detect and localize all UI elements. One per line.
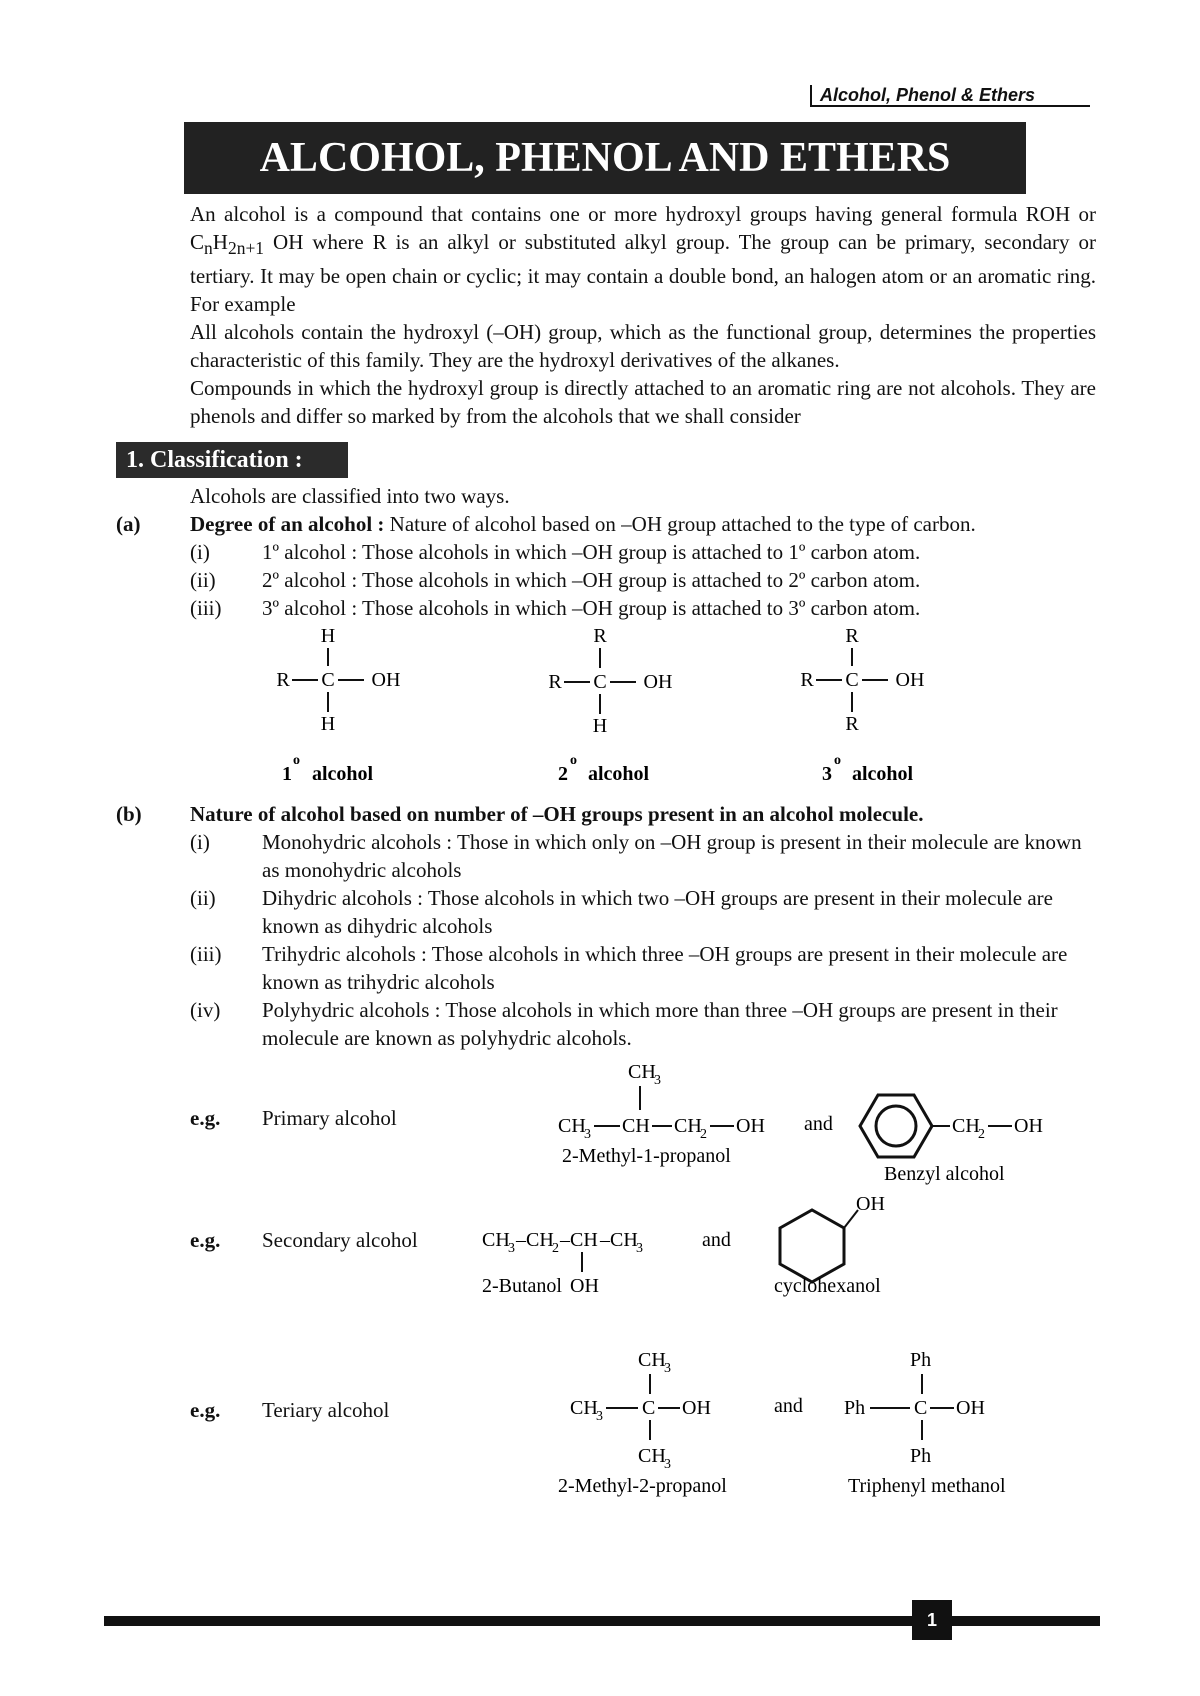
item-num-b1: (i): [190, 830, 210, 854]
item-text-b1: Monohydric alcohols : Those in which only on –OH group is present in their molecule are known as monohydric alcohols: [262, 830, 1082, 882]
intro-p1-c: OH where R is an alkyl or substituted alkyl group. The group can be primary, secondary or tertiary. It may be open chain or cyclic; it may contain a double bond, an halogen atom or an aromatic ring. For example: [190, 230, 1096, 317]
marker-b: (b): [116, 802, 142, 826]
svg-text:C: C: [914, 1397, 928, 1419]
svg-text:CH: CH: [952, 1115, 980, 1137]
item-text-b2: Dihydric alcohols : Those alcohols in which two –OH groups are present in their molecule are known as dihydric alcohols: [262, 886, 1053, 938]
svg-text:OH: OH: [736, 1115, 765, 1137]
svg-text:C: C: [642, 1397, 656, 1419]
degree-heading-bold: Degree of an alcohol :: [190, 512, 385, 536]
struct2-center: C: [593, 671, 607, 693]
item-text-b4: Polyhydric alcohols : Those alcohols in which more than three –OH groups are present in their molecule are known as polyhydric alcohols.: [262, 998, 1058, 1050]
structure-primary: [276, 625, 400, 785]
name-2-methyl-1-propanol: 2-Methyl-1-propanol: [562, 1145, 731, 1167]
intro-text: [190, 200, 1096, 430]
svg-text:3: 3: [654, 1073, 661, 1088]
item-num-a2: (ii): [190, 568, 216, 592]
struct1-center: C: [321, 669, 335, 691]
svg-text:CH: CH: [638, 1445, 666, 1467]
svg-text:CH: CH: [674, 1115, 702, 1137]
struct2-sup: o: [570, 753, 577, 768]
eg-3: e.g.: [190, 1398, 221, 1422]
intro-paragraph-3: Compounds in which the hydroxyl group is directly attached to an aromatic ring are not alcohols. They are phenols and differ so marked by from the alcohols that we shall consider: [190, 376, 1096, 429]
svg-text:3: 3: [664, 1457, 671, 1472]
structure-secondary: [548, 625, 672, 785]
svg-text:2: 2: [700, 1127, 707, 1142]
marker-a: (a): [116, 512, 141, 536]
struct2-label: alcohol: [588, 763, 650, 785]
subscript-2n1: 2n+1: [227, 238, 265, 259]
and-3: and: [774, 1395, 803, 1417]
svg-text:OH: OH: [856, 1193, 885, 1215]
struct2-degree: 2: [558, 763, 568, 785]
intro-paragraph-1: [190, 200, 1096, 318]
struct3-bottom: R: [845, 713, 859, 735]
degree-heading-text: Nature of alcohol based on –OH group attached to the type of carbon.: [384, 512, 976, 536]
struct3-right: OH: [895, 669, 925, 691]
and-2: and: [702, 1229, 731, 1251]
item-num-a1: (i): [190, 540, 210, 564]
svg-text:CH: CH: [558, 1115, 586, 1137]
struct2-left: R: [548, 671, 562, 693]
name-triphenyl-methanol: Triphenyl methanol: [848, 1475, 1006, 1497]
page-title: ALCOHOL, PHENOL AND ETHERS: [184, 122, 1026, 194]
name-cyclohexanol: cyclohexanol: [774, 1275, 881, 1297]
struct1-label: alcohol: [312, 763, 374, 785]
svg-text:Ph: Ph: [844, 1397, 866, 1419]
struct3-top: R: [845, 625, 859, 647]
intro-p1-b: H: [212, 230, 228, 254]
item-text-a2: 2º alcohol : Those alcohols in which –OH group is attached to 2º carbon atom.: [262, 568, 921, 592]
structure-cyclohexanol: [774, 1193, 885, 1297]
eg-1: e.g.: [190, 1106, 221, 1130]
item-text-a3: 3º alcohol : Those alcohols in which –OH group is attached to 3º carbon atom.: [262, 596, 921, 620]
svg-text:3: 3: [596, 1409, 603, 1424]
struct2-bottom: H: [592, 715, 608, 737]
svg-text:–: –: [516, 1229, 526, 1251]
name-2-butanol: 2-Butanol: [482, 1275, 562, 1297]
example-label-primary: Primary alcohol: [262, 1106, 397, 1130]
struct3-left: R: [800, 669, 814, 691]
intro-p1-a: An alcohol is a compound that contains one or more hydroxyl groups having general formula ROH or C: [190, 202, 1096, 254]
svg-text:2: 2: [978, 1127, 985, 1142]
svg-text:3: 3: [584, 1127, 591, 1142]
struct3-center: C: [845, 669, 859, 691]
svg-text:CH: CH: [526, 1229, 554, 1251]
item-num-b2: (ii): [190, 886, 216, 910]
and-1: and: [804, 1113, 833, 1135]
svg-text:2: 2: [552, 1241, 559, 1256]
structure-2-butanol: [482, 1229, 643, 1297]
struct3-degree: 3: [822, 763, 832, 785]
svg-text:Ph: Ph: [910, 1349, 932, 1371]
struct3-label: alcohol: [852, 763, 914, 785]
intro-paragraph-2: All alcohols contain the hydroxyl (–OH) group, which as the functional group, determines the properties characteristic of this family. They are the hydroxyl derivatives of the alkanes.: [190, 320, 1096, 373]
example-structures: [470, 1050, 1100, 1510]
svg-text:OH: OH: [956, 1397, 985, 1419]
subscript-n: n: [204, 238, 213, 259]
svg-text:3: 3: [636, 1241, 643, 1256]
svg-text:CH: CH: [570, 1397, 598, 1419]
structure-benzyl-alcohol: [860, 1095, 1043, 1185]
eg-2: e.g.: [190, 1228, 221, 1252]
name-2-methyl-2-propanol: 2-Methyl-2-propanol: [558, 1475, 727, 1497]
classification-lead: Alcohols are classified into two ways.: [190, 484, 510, 508]
item-text-a1: 1º alcohol : Those alcohols in which –OH group is attached to 1º carbon atom.: [262, 540, 921, 564]
item-num-a3: (iii): [190, 596, 222, 620]
struct2-top: R: [593, 625, 607, 647]
structure-2-methyl-1-propanol: [558, 1061, 765, 1167]
item-text-b3: Trihydric alcohols : Those alcohols in which three –OH groups are present in their molecule are known as trihydric alcohols: [262, 942, 1068, 994]
struct3-sup: o: [834, 753, 841, 768]
svg-text:Ph: Ph: [910, 1445, 932, 1467]
svg-text:CH: CH: [622, 1115, 650, 1137]
struct1-degree: 1: [282, 763, 292, 785]
item-num-b3: (iii): [190, 942, 222, 966]
struct1-sup: o: [293, 753, 300, 768]
struct2-right: OH: [643, 671, 673, 693]
svg-text:CH: CH: [638, 1349, 666, 1371]
degree-heading: [190, 510, 976, 538]
svg-text:OH: OH: [570, 1275, 599, 1297]
svg-text:OH: OH: [682, 1397, 711, 1419]
struct1-bottom: H: [320, 713, 336, 735]
svg-text:CH: CH: [482, 1229, 510, 1251]
example-label-tertiary: Teriary alcohol: [262, 1398, 390, 1422]
running-header: Alcohol, Phenol & Ethers: [810, 85, 1090, 107]
item-num-b4: (iv): [190, 998, 221, 1022]
svg-text:–: –: [600, 1229, 610, 1251]
structure-triphenyl-methanol: [844, 1349, 1006, 1497]
struct1-right: OH: [371, 669, 401, 691]
svg-text:OH: OH: [1014, 1115, 1043, 1137]
svg-text:3: 3: [664, 1361, 671, 1376]
page-number: 1: [912, 1600, 952, 1640]
degree-structures: [260, 620, 980, 790]
name-benzyl-alcohol: Benzyl alcohol: [884, 1163, 1005, 1185]
struct1-left: R: [276, 669, 290, 691]
svg-text:–: –: [560, 1229, 570, 1251]
struct1-top: H: [320, 625, 336, 647]
structure-2-methyl-2-propanol: [558, 1349, 727, 1497]
oh-count-heading: Nature of alcohol based on number of –OH groups present in an alcohol molecule.: [190, 802, 924, 826]
svg-text:3: 3: [508, 1241, 515, 1256]
svg-text:CH: CH: [610, 1229, 638, 1251]
section-heading-classification: 1. Classification :: [116, 442, 348, 478]
sub-ch3-a: CH: [628, 1061, 656, 1083]
svg-text:CH: CH: [570, 1229, 598, 1251]
example-label-secondary: Secondary alcohol: [262, 1228, 418, 1252]
structure-tertiary: [800, 625, 924, 785]
